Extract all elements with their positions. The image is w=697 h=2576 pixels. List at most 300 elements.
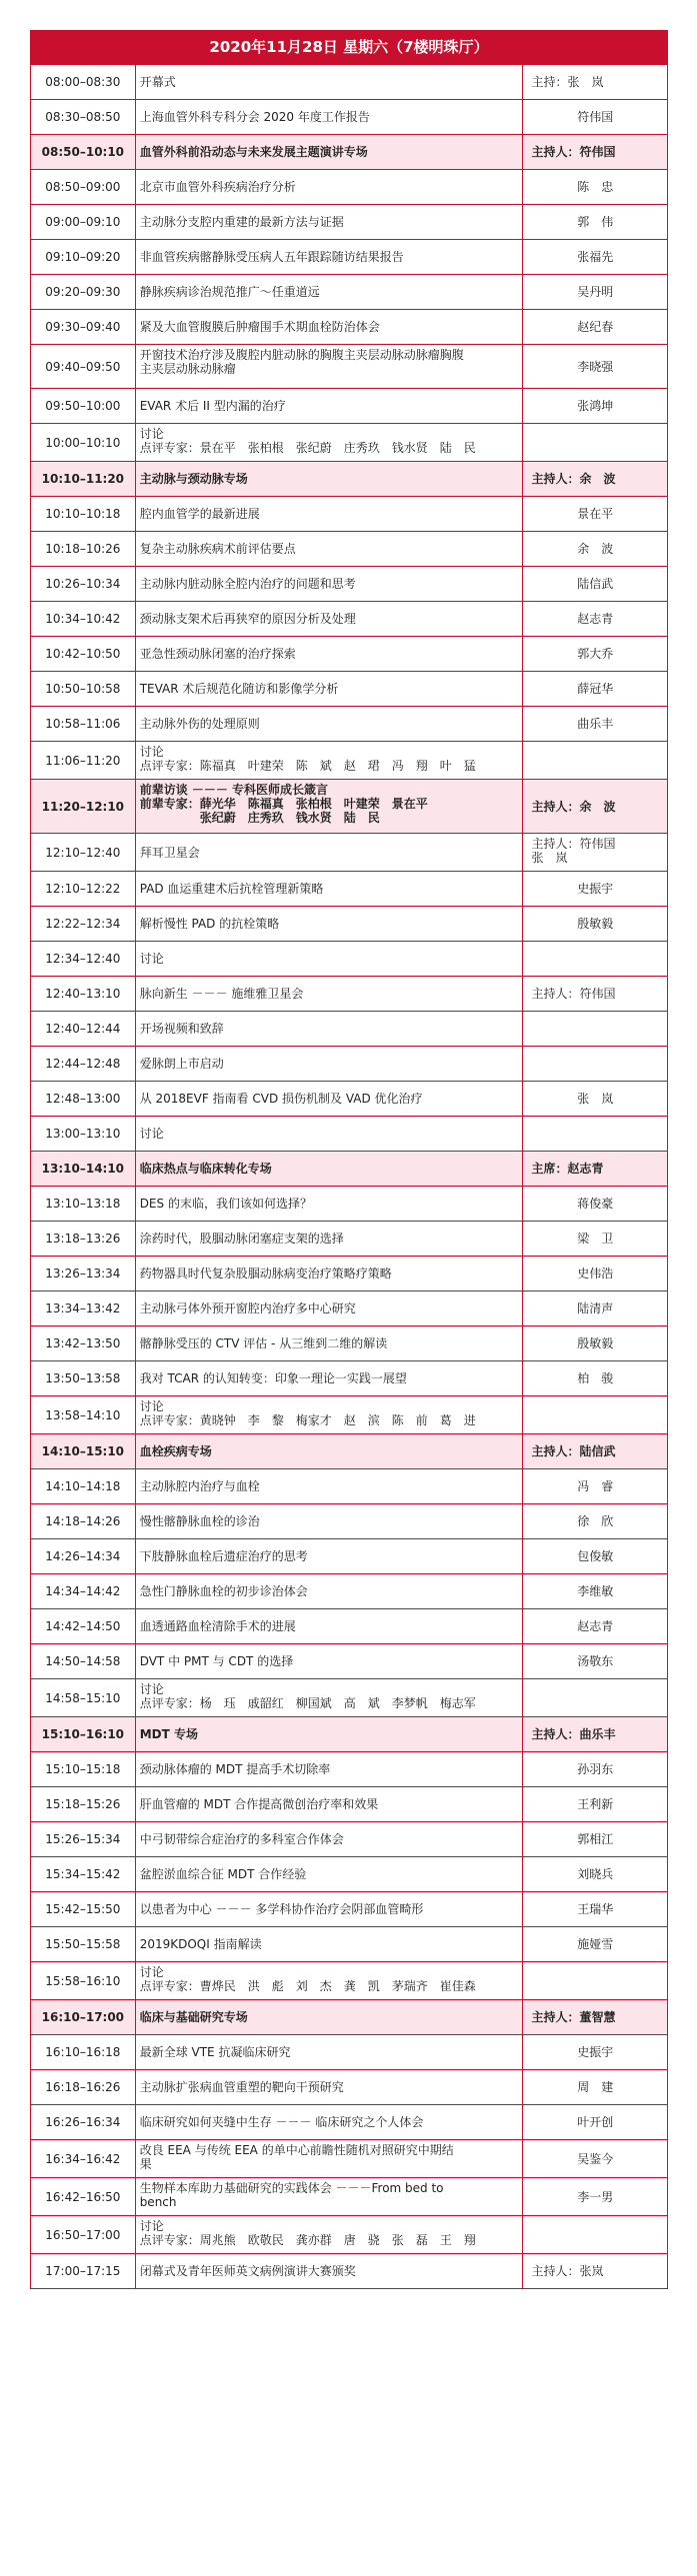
time-cell: 08:30–08:50 (31, 100, 136, 134)
topic-line: 前辈专家：薛光华 陈福真 张柏根 叶建荣 景在平 (139, 797, 428, 811)
speaker-cell (523, 424, 667, 461)
topic-line: 涂药时代，股腘动脉闭塞症支架的选择 (139, 1232, 344, 1246)
speaker-line: 余 波 (577, 542, 614, 556)
schedule-row (30, 1326, 668, 1361)
time-cell: 10:10–10:18 (31, 497, 136, 531)
schedule-row (30, 977, 668, 1012)
topic-cell (136, 742, 524, 779)
speaker-line: 吴丹明 (577, 285, 614, 299)
schedule-row (30, 942, 668, 977)
schedule-row (30, 532, 668, 567)
speaker-line: 张 岚 (577, 1092, 614, 1106)
topic-cell (136, 1082, 524, 1116)
speaker-cell (523, 1222, 667, 1256)
topic-line: MDT 专场 (139, 1727, 198, 1741)
topic-line: 张纪蔚 庄秀玖 钱水贤 陆 民 (139, 811, 380, 825)
speaker-line: 李晓强 (577, 359, 614, 374)
time-cell: 14:10–14:18 (31, 1469, 136, 1503)
topic-cell (136, 907, 524, 941)
schedule-row (30, 1927, 668, 1962)
time-cell: 15:10–15:18 (31, 1752, 136, 1786)
time-cell: 14:34–14:42 (31, 1574, 136, 1608)
time-cell: 10:10–11:20 (31, 462, 136, 496)
topic-cell (136, 424, 524, 461)
schedule-table (30, 65, 668, 2289)
topic-cell (136, 275, 524, 309)
speaker-cell (523, 942, 667, 976)
section-header-row (30, 1152, 668, 1187)
topic-line: 主动脉内脏动脉全腔内治疗的问题和思考 (139, 577, 356, 591)
topic-line: DVT 中 PMT 与 CDT 的选择 (139, 1654, 294, 1668)
topic-line: 开幕式 (139, 75, 176, 89)
topic-cell (136, 345, 524, 388)
time-cell: 10:26–10:34 (31, 567, 136, 601)
topic-line: 复杂主动脉疾病术前评估要点 (139, 542, 296, 556)
schedule-row (30, 2254, 668, 2289)
speaker-line: 柏 骏 (577, 1371, 614, 1385)
speaker-line: 史伟浩 (577, 1267, 614, 1281)
time-cell: 08:50–10:10 (31, 135, 136, 169)
speaker-line: 主持人：陆信武 (531, 1444, 616, 1458)
schedule-row (30, 2140, 668, 2178)
topic-cell (136, 389, 524, 423)
schedule-row (30, 1361, 668, 1396)
topic-line: 讨论 (139, 1399, 164, 1413)
schedule-row (30, 497, 668, 532)
schedule-row (30, 1539, 668, 1574)
speaker-cell (523, 497, 667, 531)
topic-line: 腔内血管学的最新进展 (139, 507, 260, 521)
chair-cell (523, 1717, 667, 1751)
topic-cell (136, 2070, 524, 2104)
speaker-cell (523, 1117, 667, 1151)
schedule-row (30, 2216, 668, 2254)
topic-cell (136, 1187, 524, 1221)
topic-cell (136, 1222, 524, 1256)
speaker-cell (523, 1962, 667, 1999)
time-cell: 12:44–12:48 (31, 1047, 136, 1081)
speaker-line: 王利新 (577, 1797, 614, 1811)
topic-cell (136, 1679, 524, 1716)
time-cell: 13:58–14:10 (31, 1396, 136, 1433)
speaker-line: 主持：张 岚 (531, 75, 604, 89)
time-cell: 15:50–15:58 (31, 1927, 136, 1961)
speaker-line: 主持人：符伟国 (531, 987, 616, 1001)
speaker-line: 冯 睿 (577, 1479, 614, 1493)
time-cell: 14:50–14:58 (31, 1644, 136, 1678)
time-cell: 13:26–13:34 (31, 1257, 136, 1290)
speaker-line: 赵志青 (577, 612, 614, 626)
topic-line: PAD 血运重建术后抗栓管理新策略 (139, 882, 324, 896)
speaker-line: 主持人：余 波 (531, 472, 616, 486)
speaker-cell (523, 170, 667, 204)
speaker-cell (523, 389, 667, 423)
topic-line: 非血管疾病髂静脉受压病人五年跟踪随访结果报告 (139, 250, 404, 264)
topic-line: 点评专家：陈福真 叶建荣 陈 斌 赵 珺 冯 翔 叶 猛 (139, 759, 476, 773)
topic-line: 下肢静脉血栓后遗症治疗的思考 (139, 1549, 308, 1563)
topic-cell (136, 2254, 524, 2288)
schedule-row (30, 170, 668, 205)
topic-line: 慢性髂静脉血栓的诊治 (139, 1514, 260, 1528)
schedule-row (30, 1752, 668, 1787)
speaker-cell (523, 1504, 667, 1538)
topic-cell (136, 977, 524, 1011)
topic-line: 临床热点与临床转化专场 (139, 1162, 272, 1176)
speaker-cell (523, 275, 667, 309)
time-cell: 14:18–14:26 (31, 1504, 136, 1538)
speaker-line: 陆信武 (577, 577, 614, 591)
schedule-row (30, 872, 668, 907)
topic-cell (136, 1892, 524, 1926)
schedule-row (30, 2070, 668, 2105)
speaker-cell (523, 2105, 667, 2139)
speaker-cell (523, 1012, 667, 1046)
time-cell: 10:42–10:50 (31, 637, 136, 671)
speaker-line: 郭相江 (577, 1832, 614, 1846)
topic-line: 从 2018EVF 指南看 CVD 损伤机制及 VAD 优化治疗 (139, 1092, 423, 1106)
schedule-row (30, 1222, 668, 1257)
speaker-cell (523, 1082, 667, 1116)
time-cell: 16:10–17:00 (31, 2000, 136, 2034)
topic-line: 讨论 (139, 1682, 164, 1696)
speaker-line: 张福先 (577, 250, 614, 264)
speaker-cell (523, 1257, 667, 1290)
schedule-row (30, 1644, 668, 1679)
schedule-row (30, 205, 668, 240)
speaker-line: 史振宇 (577, 2045, 614, 2059)
topic-cell (136, 1927, 524, 1961)
speaker-cell (523, 1396, 667, 1433)
schedule-row (30, 1892, 668, 1927)
topic-line: 讨论 (139, 2219, 164, 2233)
speaker-cell (523, 637, 667, 671)
schedule-row (30, 1257, 668, 1291)
topic-cell (136, 942, 524, 976)
topic-cell (136, 205, 524, 239)
speaker-line: 赵纪春 (577, 320, 614, 334)
topic-line: 讨论 (139, 745, 164, 759)
time-cell: 13:42–13:50 (31, 1326, 136, 1360)
speaker-line: 赵志青 (577, 1619, 614, 1633)
schedule-row (30, 1609, 668, 1644)
topic-line: 点评专家：杨 珏 戚韶红 柳国斌 高 斌 李梦帆 梅志军 (139, 1696, 476, 1710)
schedule-row (30, 2178, 668, 2216)
schedule-row (30, 602, 668, 637)
topic-cell (136, 1396, 524, 1433)
topic-line: 北京市血管外科疾病治疗分析 (139, 180, 296, 194)
topic-line: 点评专家：曹烨民 洪 彪 刘 杰 龚 凯 茅瑞齐 崔佳森 (139, 1979, 476, 1993)
time-cell: 16:42–16:50 (31, 2178, 136, 2215)
speaker-line: 郭 伟 (577, 215, 614, 229)
speaker-line: 吴鉴今 (577, 2151, 614, 2166)
topic-line: 髂静脉受压的 CTV 评估 - 从三维到二维的解读 (139, 1336, 388, 1350)
schedule-row (30, 1117, 668, 1152)
topic-line: 盆腔淤血综合征 MDT 合作经验 (139, 1867, 307, 1881)
time-cell: 09:50–10:00 (31, 389, 136, 423)
topic-line: 2019KDOQI 指南解读 (139, 1937, 262, 1951)
topic-cell (136, 2140, 524, 2177)
speaker-line: 张 岚 (531, 851, 568, 865)
topic-cell (136, 637, 524, 671)
speaker-cell (523, 1047, 667, 1081)
time-cell: 13:00–13:10 (31, 1117, 136, 1151)
topic-cell (136, 1469, 524, 1503)
topic-line: 药物器具时代复杂股腘动脉病变治疗策略疗策略 (139, 1267, 392, 1281)
chair-cell (523, 834, 667, 871)
time-cell: 12:40–12:44 (31, 1012, 136, 1046)
topic-cell (136, 602, 524, 636)
topic-line: 讨论 (139, 427, 164, 441)
topic-cell (136, 1291, 524, 1325)
speaker-cell (523, 1361, 667, 1395)
section-header-row (30, 1717, 668, 1752)
speaker-line: 景在平 (577, 507, 614, 521)
topic-line: 开场视频和致辞 (139, 1022, 224, 1036)
topic-cell (136, 1504, 524, 1538)
topic-line: 静脉疾病诊治规范推广～任重道远 (139, 285, 320, 299)
topic-line: 临床研究如何夹缝中生存 －－－ 临床研究之个人体会 (139, 2115, 424, 2129)
topic-line: 血管外科前沿动态与未来发展主题演讲专场 (139, 145, 368, 159)
speaker-cell (523, 707, 667, 741)
topic-cell (136, 1152, 524, 1186)
topic-line: 拜耳卫星会 (139, 845, 200, 860)
schedule-row (30, 1962, 668, 2000)
time-cell: 16:26–16:34 (31, 2105, 136, 2139)
time-cell: 14:26–14:34 (31, 1539, 136, 1573)
topic-cell (136, 1047, 524, 1081)
topic-cell (136, 707, 524, 741)
time-cell: 13:34–13:42 (31, 1291, 136, 1325)
chair-cell (523, 977, 667, 1011)
speaker-line: 主持人：余 波 (531, 799, 616, 814)
time-cell: 13:50–13:58 (31, 1361, 136, 1395)
time-cell: 13:10–14:10 (31, 1152, 136, 1186)
topic-line: 点评专家：景在平 张柏根 张纪蔚 庄秀玖 钱水贤 陆 民 (139, 441, 476, 455)
schedule-row (30, 1822, 668, 1857)
topic-line: 生物样本库助力基础研究的实践体会 －－－From bed to (139, 2181, 444, 2195)
speaker-line: 殷敏毅 (577, 1336, 614, 1350)
topic-cell (136, 532, 524, 566)
schedule-row (30, 1504, 668, 1539)
topic-line: 颈动脉支架术后再狭窄的原因分析及处理 (139, 612, 356, 626)
speaker-cell (523, 1187, 667, 1221)
time-cell: 09:40–09:50 (31, 345, 136, 388)
schedule-row (30, 1574, 668, 1609)
speaker-line: 叶开创 (577, 2115, 614, 2129)
topic-line: 主动脉外伤的处理原则 (139, 717, 260, 731)
time-cell: 11:06–11:20 (31, 742, 136, 779)
speaker-cell (523, 907, 667, 941)
chair-cell (523, 462, 667, 496)
time-cell: 12:34–12:40 (31, 942, 136, 976)
topic-line: 前辈访谈 －－－ 专科医师成长箴言 (139, 783, 329, 797)
time-cell: 17:00–17:15 (31, 2254, 136, 2288)
speaker-line: 主持人：张岚 (531, 2264, 604, 2278)
time-cell: 09:30–09:40 (31, 310, 136, 344)
topic-line: 开窗技术治疗涉及腹腔内脏动脉的胸腹主夹层动脉动脉瘤胸腹 (139, 348, 464, 362)
topic-cell (136, 780, 524, 833)
topic-cell (136, 1752, 524, 1786)
time-cell: 13:18–13:26 (31, 1222, 136, 1256)
schedule-row (30, 742, 668, 780)
topic-line: 点评专家：周兆熊 欧敬民 龚亦群 唐 骁 张 磊 王 翔 (139, 2233, 476, 2247)
speaker-line: 周 建 (577, 2080, 614, 2094)
schedule-row (30, 1396, 668, 1434)
topic-cell (136, 1257, 524, 1290)
speaker-line: 薛冠华 (577, 682, 614, 696)
chair-cell (523, 2254, 667, 2288)
speaker-line: 殷敏毅 (577, 917, 614, 931)
section-header-row (30, 780, 668, 834)
speaker-line: 李一男 (577, 2189, 614, 2204)
time-cell: 10:00–10:10 (31, 424, 136, 461)
topic-line: 讨论 (139, 952, 164, 966)
schedule-row (30, 275, 668, 310)
chair-cell (523, 135, 667, 169)
topic-line: 我对 TCAR 的认知转变：印象一理论一实践一展望 (139, 1371, 407, 1385)
speaker-cell (523, 1574, 667, 1608)
topic-cell (136, 1361, 524, 1395)
speaker-line: 梁 卫 (577, 1232, 614, 1246)
topic-line: 讨论 (139, 1127, 164, 1141)
chair-cell (523, 1434, 667, 1468)
time-cell: 13:10–13:18 (31, 1187, 136, 1221)
speaker-cell (523, 567, 667, 601)
topic-line: 点评专家：黄晓钟 李 黎 梅家才 赵 滨 陈 前 葛 进 (139, 1413, 476, 1427)
speaker-line: 史振宇 (577, 882, 614, 896)
topic-line: 主动脉弓体外预开窗腔内治疗多中心研究 (139, 1301, 356, 1315)
speaker-line: 汤敬东 (577, 1654, 614, 1668)
time-cell: 10:50–10:58 (31, 672, 136, 706)
schedule-row (30, 1679, 668, 1717)
topic-cell (136, 567, 524, 601)
topic-line: 主夹层动脉动脉瘤 (139, 362, 236, 376)
speaker-cell (523, 872, 667, 906)
topic-line: 血透通路血栓清除手术的进展 (139, 1619, 296, 1633)
topic-cell (136, 1717, 524, 1751)
speaker-cell (523, 2178, 667, 2215)
speaker-cell (523, 100, 667, 134)
topic-line: 闭幕式及青年医师英文病例演讲大赛颁奖 (139, 2264, 356, 2278)
speaker-line: 主持人：董智慧 (531, 2010, 616, 2024)
time-cell: 15:26–15:34 (31, 1822, 136, 1856)
speaker-cell (523, 1539, 667, 1573)
speaker-cell (523, 1927, 667, 1961)
speaker-line: 符伟国 (577, 110, 614, 124)
topic-cell (136, 1787, 524, 1821)
topic-cell (136, 1117, 524, 1151)
topic-cell (136, 1539, 524, 1573)
topic-cell (136, 65, 524, 99)
schedule-row (30, 2035, 668, 2070)
speaker-line: 施娅雪 (577, 1937, 614, 1951)
time-cell: 08:50–09:00 (31, 170, 136, 204)
time-cell: 14:42–14:50 (31, 1609, 136, 1643)
topic-line: 上海血管外科专科分会 2020 年度工作报告 (139, 110, 370, 124)
time-cell: 09:00–09:10 (31, 205, 136, 239)
speaker-line: 主席：赵志青 (531, 1162, 604, 1176)
topic-cell (136, 462, 524, 496)
schedule-row (30, 1012, 668, 1047)
time-cell: 15:18–15:26 (31, 1787, 136, 1821)
topic-line: 改良 EEA 与传统 EEA 的单中心前瞻性随机对照研究中期结 (139, 2143, 454, 2157)
speaker-line: 刘晓兵 (577, 1867, 614, 1881)
topic-line: 血栓疾病专场 (139, 1444, 212, 1458)
topic-line: bench (139, 2195, 177, 2209)
time-cell: 12:48–13:00 (31, 1082, 136, 1116)
topic-cell (136, 2105, 524, 2139)
topic-line: 中弓韧带综合症治疗的多科室合作体会 (139, 1832, 344, 1846)
speaker-cell (523, 1679, 667, 1716)
speaker-line: 主持人：符伟国 (531, 145, 616, 159)
topic-line: 紧及大血管腹膜后肿瘤围手术期血栓防治体会 (139, 320, 380, 334)
speaker-cell (523, 345, 667, 388)
topic-cell (136, 2035, 524, 2069)
schedule-row (30, 1082, 668, 1117)
time-cell: 14:10–15:10 (31, 1434, 136, 1468)
topic-line: TEVAR 术后规范化随访和影像学分析 (139, 682, 339, 696)
topic-line: 颈动脉体瘤的 MDT 提高手术切除率 (139, 1762, 331, 1776)
speaker-cell (523, 1752, 667, 1786)
topic-cell (136, 497, 524, 531)
topic-cell (136, 2216, 524, 2253)
speaker-line: 主持人：符伟国 (531, 837, 616, 851)
topic-cell (136, 240, 524, 274)
time-cell: 12:10–12:22 (31, 872, 136, 906)
topic-cell (136, 1434, 524, 1468)
schedule-header: 2020年11月28日 星期六（7楼明珠厅） (30, 30, 668, 65)
topic-cell (136, 672, 524, 706)
topic-cell (136, 100, 524, 134)
section-header-row (30, 462, 668, 497)
speaker-line: 郭大乔 (577, 647, 614, 661)
topic-line: 主动脉与颈动脉专场 (139, 472, 248, 486)
speaker-line: 陆清声 (577, 1301, 614, 1315)
section-header-row (30, 1434, 668, 1469)
speaker-cell (523, 240, 667, 274)
schedule-row (30, 1047, 668, 1082)
time-cell: 15:10–16:10 (31, 1717, 136, 1751)
speaker-cell (523, 2035, 667, 2069)
schedule-row (30, 1469, 668, 1504)
topic-line: 肝血管瘤的 MDT 合作提高微创治疗率和效果 (139, 1797, 379, 1811)
topic-cell (136, 1857, 524, 1891)
speaker-cell (523, 602, 667, 636)
topic-line: EVAR 术后 II 型内漏的治疗 (139, 399, 286, 413)
topic-cell (136, 1574, 524, 1608)
schedule-row (30, 1187, 668, 1222)
speaker-line: 张鸿坤 (577, 399, 614, 413)
topic-cell (136, 1012, 524, 1046)
speaker-cell (523, 1609, 667, 1643)
schedule-row (30, 345, 668, 389)
schedule-row (30, 1857, 668, 1892)
speaker-line: 陈 忠 (577, 180, 614, 194)
speaker-cell (523, 1291, 667, 1325)
topic-cell (136, 1644, 524, 1678)
section-header-row (30, 135, 668, 170)
speaker-cell (523, 310, 667, 344)
time-cell: 09:10–09:20 (31, 240, 136, 274)
topic-cell (136, 310, 524, 344)
speaker-cell (523, 532, 667, 566)
schedule-row (30, 2105, 668, 2140)
topic-cell (136, 1962, 524, 1999)
schedule-row (30, 707, 668, 742)
schedule-row (30, 834, 668, 872)
topic-line: 亚急性颈动脉闭塞的治疗探索 (139, 647, 296, 661)
time-cell: 12:10–12:40 (31, 834, 136, 871)
